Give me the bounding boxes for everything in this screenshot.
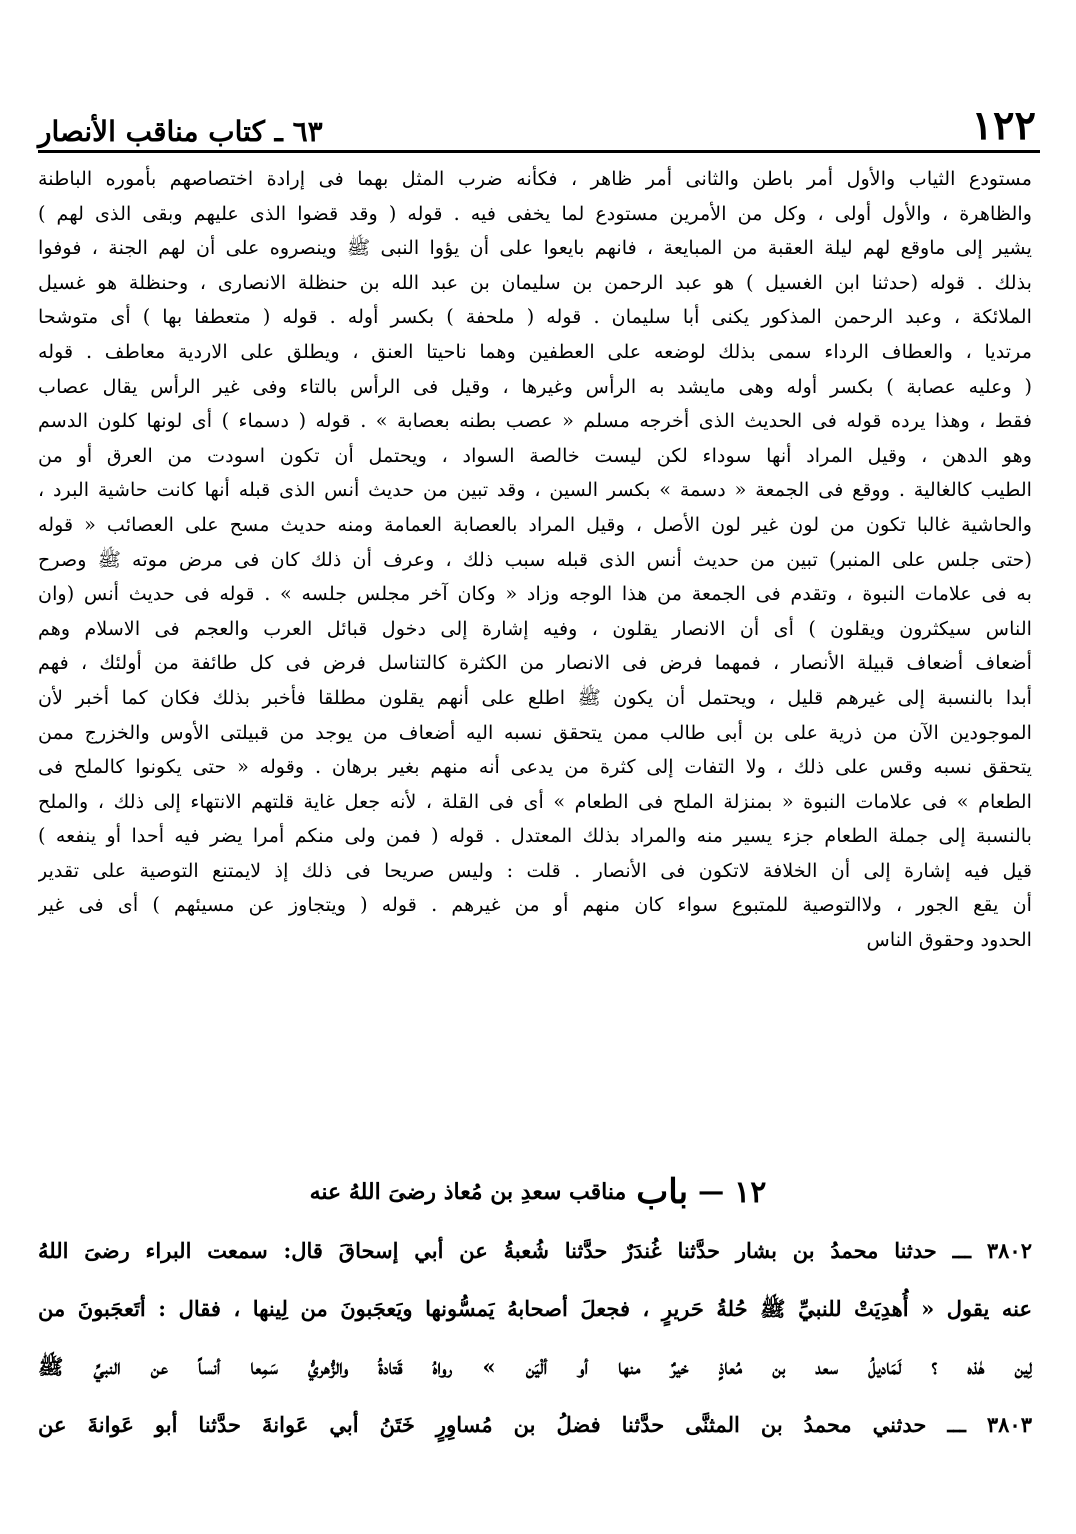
commentary-line: الملائكة ، وعبد الرحمن المذكور يكنى أبا سليمان . قوله ( ملحفة ) بكسر أوله . قوله ( متعطفا بها ) أى متوشحا — [38, 305, 1032, 329]
commentary-line: به فى علامات النبوة ، وتقدم فى الجمعة من هذا الوجه وزاد « وكان آخر مجلس جلسه » . قوله فى حديث أنس (وان — [38, 582, 1032, 606]
commentary-line: والحاشية غالبا تكون من لون غير لون الأصل ، وقيل المراد بالعصابة العمامة ومنه حديث مسح على العصائب « قوله — [38, 512, 1032, 536]
commentary-line: والظاهرة ، والأول أولى ، وكل من الأمرين مستودع لما يخفى فيه . قوله ( وقد قضوا الذى عليهم وبقى الذى لهم ) — [38, 201, 1032, 225]
commentary-line: أن يقع الجور ، ولاالتوصية للمتبوع سواء كان منهم أو من غيرهم . قوله ( ويتجاوز عن مسيئهم ) أى فى غير — [38, 893, 1032, 917]
commentary-line: بذلك . قوله (حدثنا ابن الغسيل ) هو عبد الرحمن بن سليمان بن عبد الله بن حنظلة الانصارى ، وحنظلة هو غسيل — [38, 270, 1032, 294]
chapter-heading — [200, 1170, 876, 1214]
commentary-line: قيل فيه إشارة إلى أن الخلافة لاتكون فى الأنصار . قلت : وليس صريحا فى ذلك إذ لايمتنع التوصية على تقدير — [38, 858, 1032, 882]
commentary-line: مرتديا ، والعطاف الرداء سمى بذلك لوضعه على العطفين وهما ناحيتا العنق ، ويطلق على الاردية معاطف . قوله — [38, 339, 1032, 363]
commentary-line: مستودع الثياب والأول أمر باطن والثانى أمر ظاهر ، فكأنه ضرب المثل بهما فى إرادة اختصاصهم بأموره الباطنة — [38, 167, 1032, 190]
commentary-line: الطعام » فى علامات النبوة « بمنزلة الملح فى الطعام » أى فى القلة ، لأنه جعل غاية قلتهم الانتهاء إلى ذلك ، والملح — [38, 789, 1032, 813]
hadith-line: لِين هٰذه ؟ لَمَاديلُ سعد بن مُعاذٍ خيرٌ منها أو ألْيَن » رواهُ قَتادةُ والزُّهريُّ سَمِعا أنساً عن النبيِّ ﷺ — [38, 1354, 1032, 1379]
hadith-line: عنه يقول « أُهدِيَتْ للنبيِّ ﷺ حُلةُ حَريرٍ ، فجعلَ أصحابهُ يَمسُّونها ويَعجَبونَ من لِينها ، فقال : أتَعجَبونَ من — [38, 1296, 1032, 1321]
commentary-block — [38, 162, 1032, 958]
hadith-block — [38, 1222, 1032, 1454]
hadith-line: ٣٨٠٣ ـــ حدثني محمدُ بن المثنَّى حدَّثنا فضلُ بن مُساوِرٍ خَتَنُ أبي عَوانةَ حدَّثنا أبو عَوانةَ عن — [38, 1412, 1032, 1437]
commentary-line: الموجودين الآن من ذرية على بن أبى طالب ممن يتحقق نسبه اليه أضعاف من يوجد من قبيلتى الأوس والخزرج ممن — [38, 720, 1032, 744]
commentary-line: أضعاف أضعاف قبيلة الأنصار ، فمهما فرض فى الانصار من الكثرة كالتناسل فرض فى كل طائفة من أولئك ، فهم — [38, 651, 1032, 675]
commentary-line: الطيب كالغالية . ووقع فى الجمعة « دسمة » بكسر السين ، وقد تبين من حديث أنس الذى قبله أنها كانت حاشية البرد ، — [38, 478, 1032, 502]
commentary-line: (حتى جلس على المنبر) تبين من حديث أنس الذى قبله سبب ذلك ، وعرف أن ذلك كان فى مرض موته ﷺ وصرح — [38, 547, 1032, 571]
page-header — [38, 96, 1036, 149]
page-number: ١٢٢ — [971, 102, 1036, 149]
hadith-line: ٣٨٠٢ ـــ حدثنا محمدُ بن بشار حدَّثنا غُندَرٌ حدَّثنا شُعبةُ عن أبي إسحاقَ قال: سمعت البراء رضىَ اللهُ — [38, 1238, 1032, 1263]
running-title: ٦٣ ـ كتاب مناقب الأنصار — [38, 115, 323, 148]
commentary-line: الناس سيكثرون ويقلون ) أى أن الانصار يقلون ، وفيه إشارة إلى دخول قبائل العرب والعجم فى الاسلام وهم — [38, 616, 1032, 640]
commentary-line: فقط ، وهذا يرده قوله فى الحديث الذى أخرجه مسلم « عصب بطنه بعصابة » . قوله ( دسماء ) أى لونها كلون الدسم — [38, 409, 1032, 433]
header-rule — [38, 150, 1040, 153]
commentary-line: أبدا بالنسبة إلى غيرهم قليل ، ويحتمل أن يكون ﷺ اطلع على أنهم يقلون مطلقا فأخبر بذلك فكان كما أخبر لأن — [38, 685, 1032, 709]
chapter-title: مناقب سعدِ بن مُعاذ رضىَ اللهُ عنه — [309, 1179, 627, 1205]
commentary-line: الحدود وحقوق الناس — [866, 928, 1032, 952]
commentary-line: ( وعليه عصابة ) بكسر أوله وهى مايشد به الرأس وغيرها ، وقيل فى الرأس بالتاء وفى غير الرأس يقال عصاب — [38, 374, 1032, 398]
commentary-line: بالنسبة إلى جملة الطعام جزء يسير منه والمراد بذلك المعتدل . قوله ( فمن ولى منكم أمرا يضر فيه أحدا أو ينفعه ) — [38, 824, 1032, 848]
chapter-number: ١٢ — [734, 1174, 767, 1210]
commentary-line: وهو الدهن ، وقيل المراد أنها سوداء لكن ليست خالصة السواد ، ويحتمل أن تكون اسودت من العرق أو من — [38, 443, 1032, 467]
commentary-line: يشير إلى ماوقع لهم ليلة العقبة من المبايعة ، فانهم بايعوا على أن يؤوا النبى ﷺ وينصروه على أن لهم الجنة ، فوفوا — [38, 236, 1032, 260]
commentary-line: يتحقق نسبه وقس على ذلك ، ولا التفات إلى كثرة من يدعى أنه منهم بغير برهان . وقوله « حتى يكونوا كالملح فى — [38, 755, 1032, 779]
chapter-word: باب — [636, 1172, 689, 1212]
chapter-dash: — — [698, 1177, 725, 1207]
